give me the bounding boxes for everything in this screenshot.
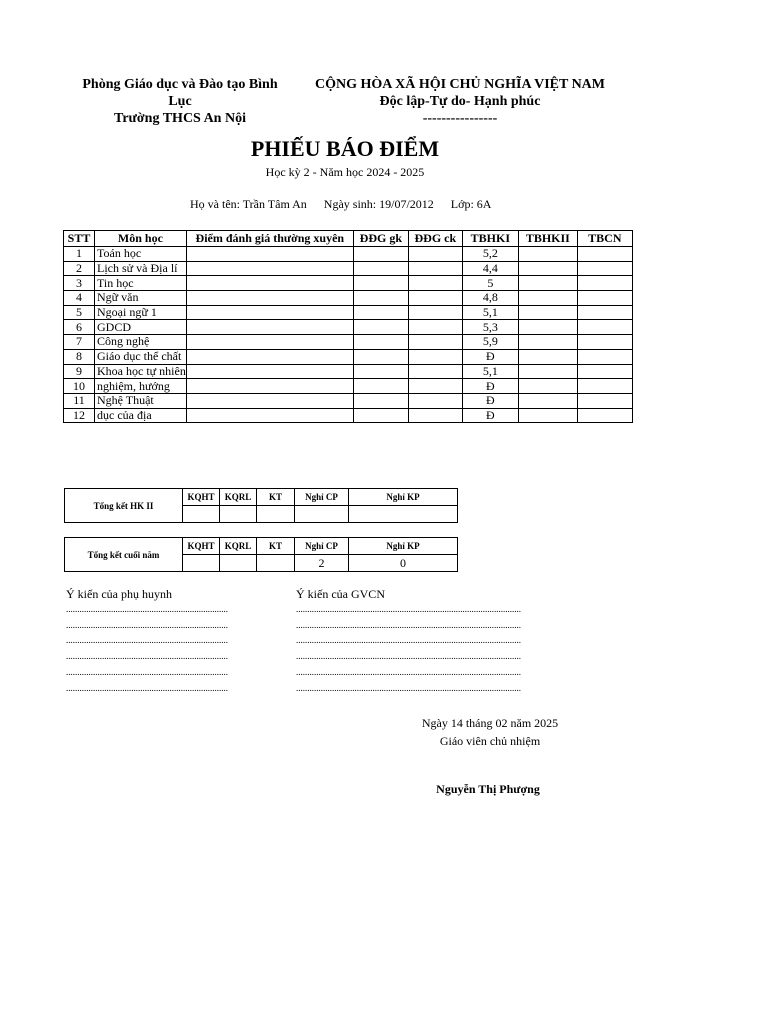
row-tbcn: [577, 335, 632, 350]
row-subject: Nghệ Thuật: [95, 393, 187, 408]
row-tbcn: [577, 379, 632, 394]
table-row: [64, 320, 633, 335]
row-tbcn: [577, 393, 632, 408]
row-regular-score: [186, 276, 353, 291]
row-subject: Khoa học tự nhiên: [95, 364, 187, 379]
row-subject: dục của địa: [95, 408, 187, 423]
summary-hk2-nghi-kp: Nghỉ KP: [349, 489, 458, 506]
table-row: [64, 247, 633, 262]
country-name: CỘNG HÒA XÃ HỘI CHỦ NGHĨA VIỆT NAM: [314, 77, 605, 92]
national-motto: Độc lập-Tự do- Hạnh phúc: [379, 94, 541, 109]
summary-year-nghi-kp: Nghỉ KP: [349, 538, 458, 555]
row-regular-score: [186, 305, 353, 320]
row-regular-score: [186, 320, 353, 335]
summary-year-kt: KT: [257, 538, 295, 555]
row-midterm: [353, 261, 408, 276]
student-class: Lớp: 6A: [450, 197, 492, 211]
teacher-opinion-lines: .................................................................................................... .................................................................................................... .................................................................................................... .................................................................................................... .................................................................................................... ....................................................................................................: [296, 604, 521, 693]
row-subject: Tin học: [95, 276, 187, 291]
row-stt: 11: [64, 393, 95, 408]
row-stt: 12: [64, 408, 95, 423]
table-row: [64, 364, 633, 379]
summary-year-kqrl-value: [220, 555, 257, 572]
row-tbhk1: 5,9: [462, 335, 518, 350]
summary-year-nghi-kp-value: 0: [349, 555, 458, 572]
row-tbhk1: 5: [462, 276, 518, 291]
semester-subtitle: Học kỳ 2 - Năm học 2024 - 2025: [265, 165, 425, 179]
row-midterm: [353, 364, 408, 379]
row-stt: 5: [64, 305, 95, 320]
row-subject: Ngoại ngữ 1: [95, 305, 187, 320]
row-final: [408, 305, 462, 320]
row-subject: nghiệm, hướng: [95, 379, 187, 394]
row-tbhk2: [518, 379, 577, 394]
school-header: [60, 76, 300, 127]
row-regular-score: [186, 349, 353, 364]
table-row: [64, 393, 633, 408]
row-final: [408, 291, 462, 306]
row-subject: Công nghệ: [95, 335, 187, 350]
row-tbcn: [577, 349, 632, 364]
row-stt: 6: [64, 320, 95, 335]
table-row: [64, 261, 633, 276]
row-final: [408, 364, 462, 379]
row-subject: Lịch sử và Địa lí: [95, 261, 187, 276]
row-tbhk1: 5,1: [462, 305, 518, 320]
row-stt: 7: [64, 335, 95, 350]
row-tbhk1: Đ: [462, 393, 518, 408]
page-title: PHIẾU BÁO ĐIỂM: [250, 136, 440, 161]
national-header: [300, 76, 620, 127]
row-regular-score: [186, 261, 353, 276]
row-tbcn: [577, 305, 632, 320]
row-final: [408, 276, 462, 291]
row-tbhk2: [518, 276, 577, 291]
summary-year-label: Tổng kết cuối năm: [65, 538, 183, 572]
summary-hk2-kqht: KQHT: [183, 489, 220, 506]
row-tbhk2: [518, 364, 577, 379]
summary-hk2-label: Tổng kết HK II: [65, 489, 183, 523]
row-tbcn: [577, 261, 632, 276]
row-tbhk2: [518, 408, 577, 423]
row-tbhk1: Đ: [462, 408, 518, 423]
row-subject: Toán học: [95, 247, 187, 262]
row-tbhk2: [518, 305, 577, 320]
summary-hk2-nghi-cp: Nghỉ CP: [295, 489, 349, 506]
col-subject: Môn học: [95, 231, 187, 247]
row-stt: 10: [64, 379, 95, 394]
teacher-opinion-label: Ý kiến của GVCN: [296, 587, 385, 601]
summary-year-kqrl: KQRL: [220, 538, 257, 555]
summary-hk2-nghi-cp-value: [295, 506, 349, 523]
row-final: [408, 247, 462, 262]
summary-hk2-nghi-kp-value: [349, 506, 458, 523]
row-midterm: [353, 247, 408, 262]
department-name-cont: Lục: [168, 94, 192, 109]
row-tbcn: [577, 276, 632, 291]
teacher-name: Nguyễn Thị Phượng: [436, 782, 540, 796]
parent-opinion-lines: ........................................................................ ........................................................................ ........................................................................ ........................................................................ ........................................................................ ........................................................................: [66, 604, 228, 693]
row-stt: 8: [64, 349, 95, 364]
row-final: [408, 379, 462, 394]
row-midterm: [353, 379, 408, 394]
row-tbhk1: 4,8: [462, 291, 518, 306]
row-midterm: [353, 393, 408, 408]
row-tbhk2: [518, 291, 577, 306]
row-final: [408, 393, 462, 408]
row-regular-score: [186, 379, 353, 394]
department-name: Phòng Giáo dục và Đào tạo Bình: [82, 77, 278, 92]
row-midterm: [353, 335, 408, 350]
row-tbhk1: 5,1: [462, 364, 518, 379]
student-dob: Ngày sinh: 19/07/2012: [323, 197, 434, 211]
summary-hk2-kt-value: [257, 506, 295, 523]
table-row: [64, 335, 633, 350]
summary-hk2-kt: KT: [257, 489, 295, 506]
table-row: [64, 349, 633, 364]
row-tbcn: [577, 408, 632, 423]
row-tbcn: [577, 291, 632, 306]
table-row: [64, 305, 633, 320]
summary-year-kt-value: [257, 555, 295, 572]
row-subject: Ngữ văn: [95, 291, 187, 306]
row-regular-score: [186, 393, 353, 408]
col-tbcn: TBCN: [577, 231, 632, 247]
row-tbcn: [577, 364, 632, 379]
summary-hk2-kqht-value: [183, 506, 220, 523]
summary-year-kqht: KQHT: [183, 538, 220, 555]
header-divider: ----------------: [422, 111, 498, 126]
row-subject: Giáo dục thể chất: [95, 349, 187, 364]
col-midterm: ĐĐG gk: [353, 231, 408, 247]
row-regular-score: [186, 247, 353, 262]
row-tbhk2: [518, 335, 577, 350]
table-row: [64, 408, 633, 423]
col-stt: STT: [64, 231, 95, 247]
row-regular-score: [186, 291, 353, 306]
table-row: [64, 379, 633, 394]
table-row: [64, 276, 633, 291]
summary-year-nghi-cp-value: 2: [295, 555, 349, 572]
row-regular-score: [186, 408, 353, 423]
row-tbhk1: Đ: [462, 379, 518, 394]
summary-hk2-kqrl: KQRL: [220, 489, 257, 506]
signature-role: Giáo viên chủ nhiệm: [439, 734, 541, 748]
summary-year-table: [64, 537, 458, 572]
summary-hk2-table: [64, 488, 458, 523]
summary-hk2-kqrl-value: [220, 506, 257, 523]
row-stt: 4: [64, 291, 95, 306]
row-tbhk1: 4,4: [462, 261, 518, 276]
row-midterm: [353, 320, 408, 335]
student-info: [190, 197, 505, 212]
row-tbcn: [577, 247, 632, 262]
row-final: [408, 349, 462, 364]
row-stt: 2: [64, 261, 95, 276]
row-final: [408, 320, 462, 335]
row-tbhk1: 5,2: [462, 247, 518, 262]
row-midterm: [353, 276, 408, 291]
signature-date: Ngày 14 tháng 02 năm 2025: [421, 716, 559, 730]
row-tbcn: [577, 320, 632, 335]
row-midterm: [353, 305, 408, 320]
parent-opinion-label: Ý kiến của phụ huynh: [66, 587, 172, 601]
row-tbhk2: [518, 393, 577, 408]
row-midterm: [353, 408, 408, 423]
col-tbhk2: TBHKII: [518, 231, 577, 247]
row-tbhk1: Đ: [462, 349, 518, 364]
row-midterm: [353, 291, 408, 306]
col-regular-score: Điểm đánh giá thường xuyên: [186, 231, 353, 247]
row-tbhk1: 5,3: [462, 320, 518, 335]
row-regular-score: [186, 364, 353, 379]
row-regular-score: [186, 335, 353, 350]
summary-year-nghi-cp: Nghỉ CP: [295, 538, 349, 555]
row-subject: GDCD: [95, 320, 187, 335]
row-tbhk2: [518, 247, 577, 262]
row-tbhk2: [518, 261, 577, 276]
col-tbhk1: TBHKI: [462, 231, 518, 247]
row-stt: 9: [64, 364, 95, 379]
row-tbhk2: [518, 349, 577, 364]
summary-year-kqht-value: [183, 555, 220, 572]
row-stt: 3: [64, 276, 95, 291]
row-midterm: [353, 349, 408, 364]
student-name: Họ và tên: Trần Tâm An: [190, 197, 307, 211]
school-name: Trường THCS An Nội: [114, 111, 246, 126]
grades-table: [63, 230, 633, 423]
table-row: [64, 291, 633, 306]
row-stt: 1: [64, 247, 95, 262]
row-final: [408, 408, 462, 423]
row-tbhk2: [518, 320, 577, 335]
grades-header-row: [64, 231, 633, 247]
row-final: [408, 261, 462, 276]
row-final: [408, 335, 462, 350]
col-final: ĐĐG ck: [408, 231, 462, 247]
